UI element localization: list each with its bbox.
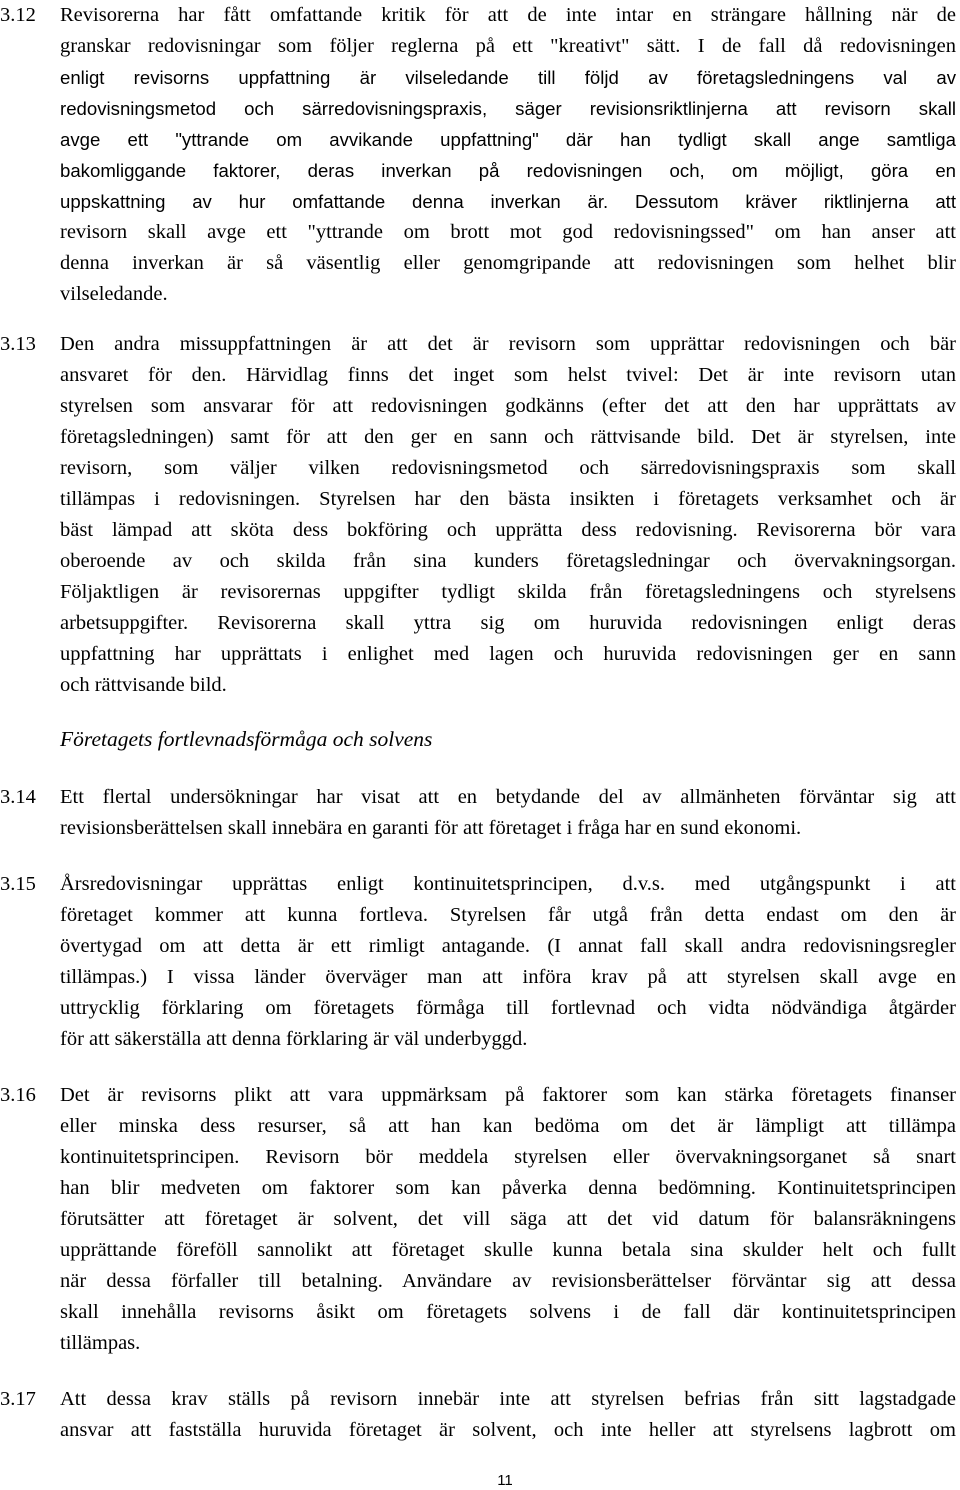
text-line: bäst lämpad att sköta dess bokföring och upprätta dess redovisning. Revisorerna bör vara (60, 519, 956, 541)
text-line: denna inverkan är så väsentlig eller genomgripande att redovisningen som helhet blir (60, 252, 956, 274)
text-line: revisionsberättelsen skall innebära en garanti för att företaget i fråga har en sund ekonomi. (60, 817, 802, 839)
text-line: tillämpas i redovisningen. Styrelsen har den bästa insikten i företagets verksamhet och är (60, 488, 956, 510)
text-line: arbetsuppgifter. Revisorerna skall yttra sig om huruvida redovisningen enligt deras (60, 612, 956, 634)
paragraph-3-15 (0, 869, 956, 1055)
text-line: uppfattning har upprättats i enlighet med lagen och huruvida redovisningen ger en sann (60, 643, 956, 665)
text-line: ansvaret för den. Härvidlag finns det inget som helst tvivel: Det är inte revisorn utan (60, 364, 956, 386)
text-line: bakomliggande faktorer, deras inverkan på redovisningen och, om möjligt, göra en (60, 160, 956, 181)
text-line: uttrycklig förklaring om företagets förmåga till fortlevnad och vidta nödvändiga åtgärder (60, 997, 956, 1019)
paragraph-number: 3.14 (0, 786, 36, 808)
text-line: vilseledande. (60, 283, 168, 305)
text-line: övertygad om att detta är ett rimligt antagande. (I annat fall skall andra redovisningsregler (60, 935, 956, 957)
text-line: revisorn skall avge ett "yttrande om brott mot god redovisningssed" om han anser att (60, 221, 956, 243)
text-line: Den andra missuppfattningen är att det är revisorn som upprättar redovisningen och bär (60, 333, 956, 355)
text-line: tillämpas. (60, 1332, 141, 1354)
text-line: Årsredovisningar upprättas enligt kontinuitetsprincipen, d.v.s. med utgångspunkt i att (60, 873, 956, 895)
paragraph-3-16 (0, 1080, 956, 1359)
text-line: redovisningsmetod och särredovisningspraxis, säger revisionsriktlinjerna att revisorn skall (60, 98, 956, 119)
paragraph-number: 3.16 (0, 1084, 36, 1106)
section-heading: Företagets fortlevnadsförmåga och solvens (60, 727, 433, 751)
text-line: granskar redovisningar som följer reglerna på ett "kreativt" sätt. I de fall då redovisningen (60, 35, 956, 57)
text-line: för att säkerställa att denna förklaring är väl underbyggd. (60, 1028, 528, 1050)
text-line: han blir medveten om faktorer som kan påverka denna bedömning. Kontinuitetsprincipen (60, 1177, 956, 1199)
text-line: skall innehålla revisorns åsikt om företagets solvens i de fall där kontinuitetsprincipen (60, 1301, 956, 1323)
text-line: kontinuitetsprincipen. Revisorn bör meddela styrelsen eller övervakningsorganet så snart (60, 1146, 956, 1168)
text-line: och rättvisande bild. (60, 674, 227, 696)
text-line: uppskattning av hur omfattande denna inverkan är. Dessutom kräver riktlinjerna att (60, 191, 956, 212)
page-number: 11 (497, 1472, 513, 1489)
paragraph-3-17 (0, 1384, 956, 1446)
text-line: eller minska dess resurser, så att han kan bedöma om det är lämpligt att tillämpa (60, 1115, 956, 1137)
paragraph-number: 3.15 (0, 873, 36, 895)
paragraph-3-12 (0, 0, 956, 310)
text-line: styrelsen som ansvarar för att redovisningen godkänns (efter det att den har upprättats av (60, 395, 956, 417)
text-line: revisorn, som väljer vilken redovisningsmetod och särredovisningspraxis som skall (60, 457, 956, 479)
text-line: Ett flertal undersökningar har visat att en betydande del av allmänheten förväntar sig att (60, 786, 956, 808)
text-line: oberoende av och skilda från sina kunders företagsledningar och övervakningsorgan. (60, 550, 956, 572)
text-line: förutsätter att företaget är solvent, det vill säga att det vid datum för balansräkningens (60, 1208, 956, 1230)
paragraph-3-13 (0, 329, 956, 701)
text-line: Revisorerna har fått omfattande kritik för att de inte intar en strängare hållning när de (60, 4, 956, 26)
text-line: företagsledningen) samt för att den ger en sann och rättvisande bild. Det är styrelsen, inte (60, 426, 956, 448)
text-line: Följaktligen är revisorernas uppgifter tydligt skilda från företagsledningens och styrelsens (60, 581, 956, 603)
paragraph-3-14 (0, 782, 956, 844)
paragraph-number: 3.12 (0, 4, 36, 26)
text-line: när dessa förfaller till betalning. Användare av revisionsberättelser förväntar sig att dessa (60, 1270, 956, 1292)
text-line: Det är revisorns plikt att vara uppmärksam på faktorer som kan stärka företagets finanser (60, 1084, 956, 1106)
text-line: avge ett "yttrande om avvikande uppfattning" där han tydligt skall ange samtliga (60, 129, 956, 150)
paragraph-number: 3.17 (0, 1388, 36, 1410)
text-line: upprättande föreföll sannolikt att företaget skulle kunna betala sina skulder helt och fullt (60, 1239, 956, 1261)
text-line: tillämpas.) I vissa länder överväger man att införa krav på att styrelsen skall avge en (60, 966, 956, 988)
text-line: Att dessa krav ställs på revisorn innebär inte att styrelsen befrias från sitt lagstadgade (60, 1388, 956, 1410)
text-line: ansvar att fastställa huruvida företaget är solvent, och inte heller att styrelsens lagbrott om (60, 1419, 956, 1441)
paragraph-number: 3.13 (0, 333, 36, 355)
text-line: enligt revisorns uppfattning är vilseledande till följd av företagsledningens val av (60, 67, 956, 88)
text-line: företaget kommer att kunna fortleva. Styrelsen får utgå från detta endast om den är (60, 904, 956, 926)
